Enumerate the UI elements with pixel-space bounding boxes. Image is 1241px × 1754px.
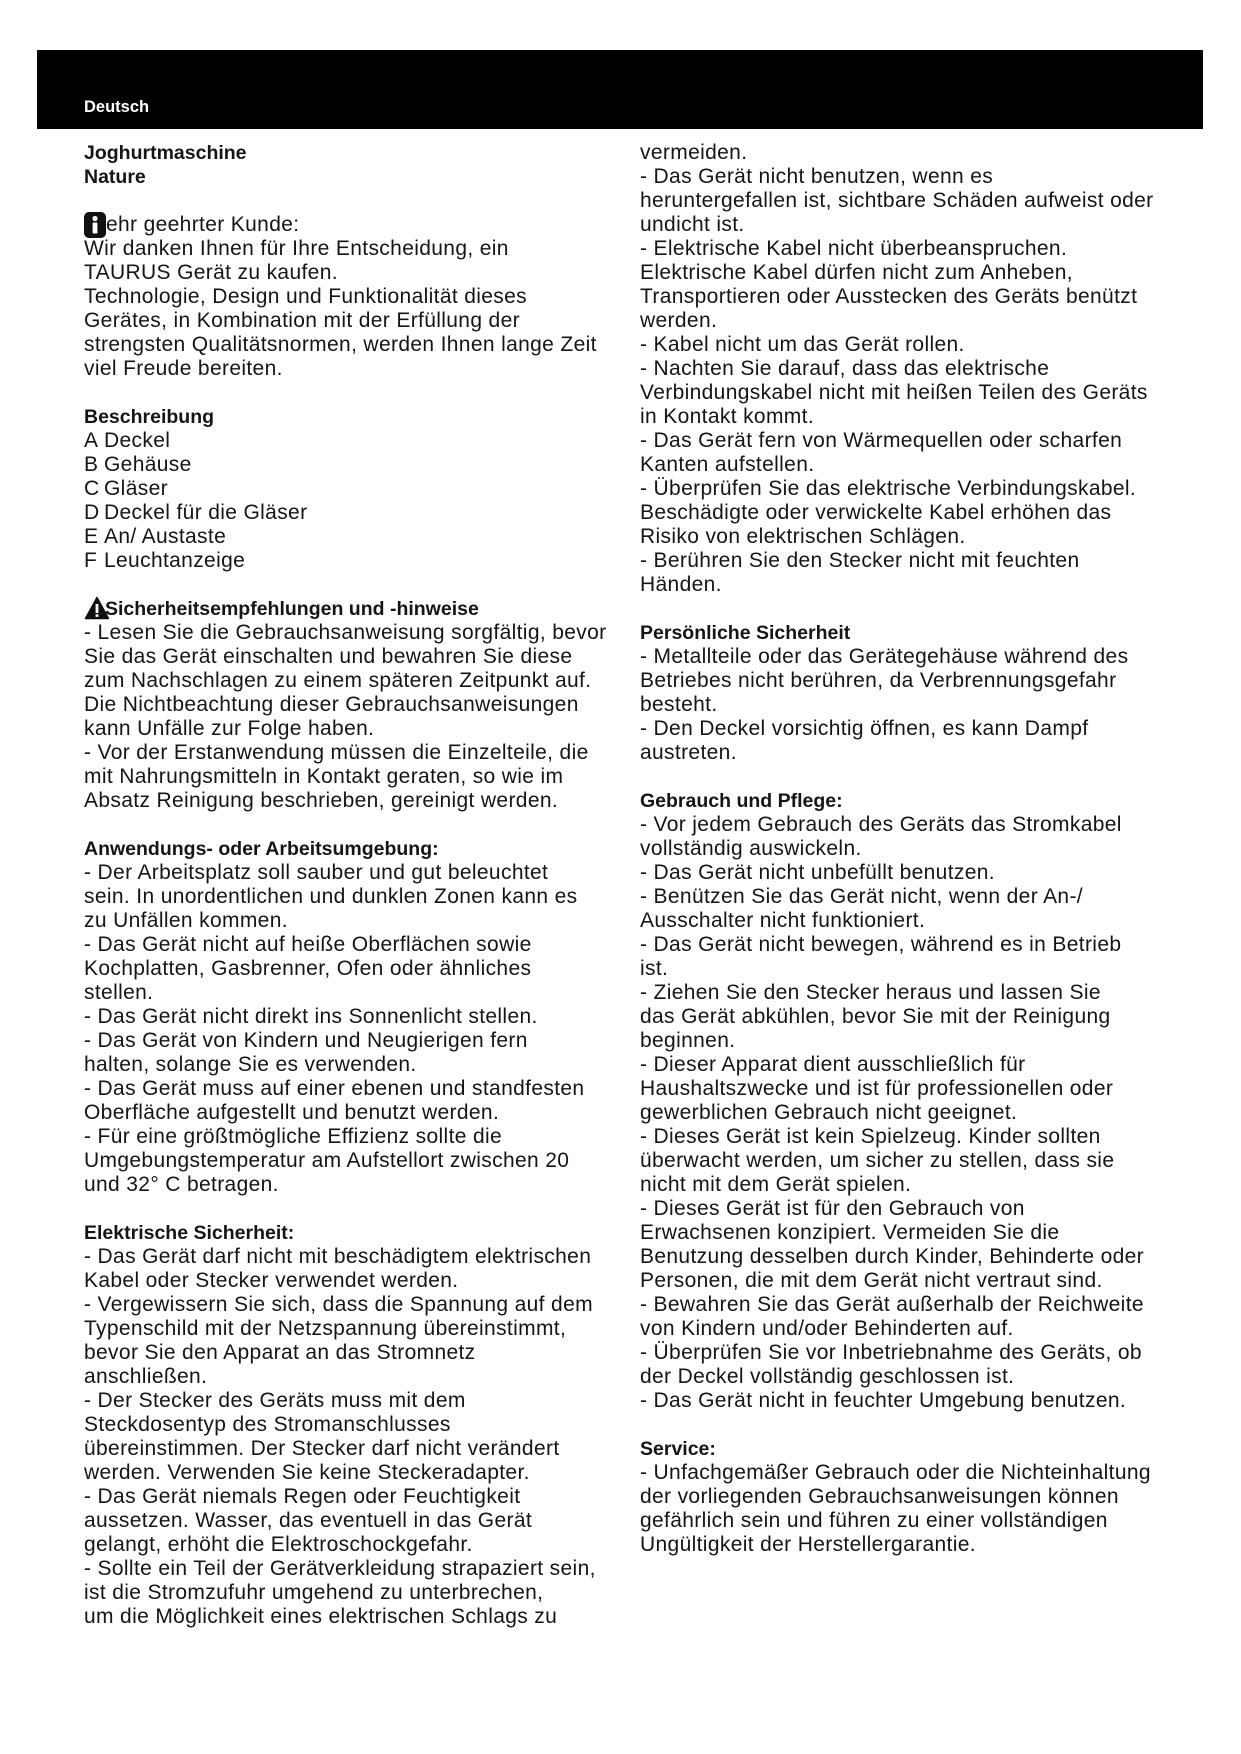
text-line: - Überprüfen Sie vor Inbetriebnahme des Geräts, ob xyxy=(640,1341,1142,1364)
text-line: - Bewahren Sie das Gerät außerhalb der Reichweite xyxy=(640,1293,1144,1316)
text-line: - Der Stecker des Geräts muss mit dem xyxy=(84,1389,466,1412)
text-line: Ausschalter nicht funktioniert. xyxy=(640,909,926,932)
description-item xyxy=(84,549,629,573)
text-line: - Das Gerät fern von Wärmequellen oder scharfen xyxy=(640,429,1123,452)
text-line: vermeiden. xyxy=(640,141,748,164)
text-line: - Ziehen Sie den Stecker heraus und lassen Sie xyxy=(640,981,1101,1004)
text-line: Oberfläche aufgestellt und benutzt werden. xyxy=(84,1101,500,1124)
text-line: nicht mit dem Gerät spielen. xyxy=(640,1173,912,1196)
item-label: Deckel für die Gläser xyxy=(104,501,308,524)
text-line: gefährlich sein und führen zu einer vollständigen xyxy=(640,1509,1108,1532)
item-label: Deckel xyxy=(104,429,171,452)
item-letter: F xyxy=(84,549,98,572)
text-line: Haushaltszwecke und ist für professionellen oder xyxy=(640,1077,1114,1100)
text-line: - Das Gerät nicht unbefüllt benutzen. xyxy=(640,861,995,884)
text-line: - Vor der Erstanwendung müssen die Einzelteile, die xyxy=(84,741,589,764)
use-care-lines xyxy=(640,813,1205,1413)
text-line: - Metallteile oder das Gerätegehäuse während des xyxy=(640,645,1129,668)
text-line: Personen, die mit dem Gerät nicht vertraut sind. xyxy=(640,1269,1103,1292)
product-title: Joghurtmaschine xyxy=(84,142,247,164)
personal-safety-section xyxy=(640,621,1205,765)
text-line: bevor Sie den Apparat an das Stromnetz xyxy=(84,1341,476,1364)
item-label: An/ Austaste xyxy=(104,525,227,548)
greeting-text: ehr geehrter Kunde: xyxy=(106,213,300,236)
text-line: ist. xyxy=(640,957,669,980)
text-line: Benutzung desselben durch Kinder, Behinderte oder xyxy=(640,1245,1144,1268)
text-line: der Deckel vollständig geschlossen ist. xyxy=(640,1365,1015,1388)
text-line: - Dieses Gerät ist für den Gebrauch von xyxy=(640,1197,1025,1220)
text-line: Kabel oder Stecker verwendet werden. xyxy=(84,1269,459,1292)
text-line: stellen. xyxy=(84,981,154,1004)
text-line: - Der Arbeitsplatz soll sauber und gut beleuchtet xyxy=(84,861,549,884)
text-line: Steckdosentyp des Stromanschlusses xyxy=(84,1413,451,1436)
text-line: aussetzen. Wasser, das eventuell in das Gerät xyxy=(84,1509,533,1532)
text-line: Die Nichtbeachtung dieser Gebrauchsanweisungen xyxy=(84,693,579,716)
greeting-line xyxy=(84,213,629,237)
text-line: austreten. xyxy=(640,741,737,764)
description-item xyxy=(84,525,629,549)
left-column xyxy=(84,141,629,1629)
safety-heading: Sicherheitsempfehlungen und -hinweise xyxy=(105,598,479,620)
item-letter: E xyxy=(84,525,99,548)
right-column xyxy=(640,141,1205,1557)
text-line: - Sollte ein Teil der Gerätverkleidung strapaziert sein, xyxy=(84,1557,596,1580)
personal-safety-lines xyxy=(640,645,1205,765)
text-line: Kochplatten, Gasbrenner, Ofen oder ähnliches xyxy=(84,957,532,980)
text-line: - Dieses Gerät ist kein Spielzeug. Kinder sollten xyxy=(640,1125,1101,1148)
text-line: - Das Gerät darf nicht mit beschädigtem elektrischen xyxy=(84,1245,592,1268)
intro-lines xyxy=(84,237,629,381)
text-line: viel Freude bereiten. xyxy=(84,357,283,380)
text-line: Absatz Reinigung beschrieben, gereinigt werden. xyxy=(84,789,559,812)
text-line: vollständig auswickeln. xyxy=(640,837,862,860)
product-model: Nature xyxy=(84,166,146,188)
text-line: kann Unfälle zur Folge haben. xyxy=(84,717,375,740)
text-line: ist die Stromzufuhr umgehend zu unterbrechen, xyxy=(84,1581,544,1604)
text-line: - Das Gerät niemals Regen oder Feuchtigkeit xyxy=(84,1485,521,1508)
text-line: Betriebes nicht berühren, da Verbrennungsgefahr xyxy=(640,669,1117,692)
text-line: Ungültigkeit der Herstellergarantie. xyxy=(640,1533,976,1556)
text-line: werden. Verwenden Sie keine Steckeradapter. xyxy=(84,1461,530,1484)
item-letter: D xyxy=(84,501,100,524)
use-care-heading: Gebrauch und Pflege: xyxy=(640,790,843,812)
text-line: Erwachsenen konzipiert. Vermeiden Sie die xyxy=(640,1221,1060,1244)
title-section xyxy=(84,141,629,189)
intro-section xyxy=(84,213,629,381)
description-item xyxy=(84,453,629,477)
electrical-section xyxy=(84,1221,629,1629)
text-line: - Das Gerät nicht auf heiße Oberflächen sowie xyxy=(84,933,532,956)
text-line: - Vor jedem Gebrauch des Geräts das Stromkabel xyxy=(640,813,1122,836)
text-line: strengsten Qualitätsnormen, werden Ihnen lange Zeit xyxy=(84,333,597,356)
info-icon xyxy=(84,212,106,238)
text-line: - Den Deckel vorsichtig öffnen, es kann Dampf xyxy=(640,717,1089,740)
text-line: - Unfachgemäßer Gebrauch oder die Nichteinhaltung xyxy=(640,1461,1151,1484)
electrical-heading: Elektrische Sicherheit: xyxy=(84,1222,295,1244)
text-line: gelangt, erhöht die Elektroschockgefahr. xyxy=(84,1533,473,1556)
text-line: - Das Gerät nicht benutzen, wenn es xyxy=(640,165,994,188)
language-label: Deutsch xyxy=(84,98,150,116)
item-label: Gehäuse xyxy=(104,453,192,476)
environment-section xyxy=(84,837,629,1197)
text-line: um die Möglichkeit eines elektrischen Schlags zu xyxy=(84,1605,558,1628)
text-line: Kanten aufstellen. xyxy=(640,453,815,476)
continued-lines xyxy=(640,141,1205,597)
text-line: - Das Gerät nicht direkt ins Sonnenlicht stellen. xyxy=(84,1005,538,1028)
text-line: das Gerät abkühlen, bevor Sie mit der Reinigung xyxy=(640,1005,1111,1028)
text-line: von Kindern und/oder Behinderten auf. xyxy=(640,1317,1014,1340)
text-line: Typenschild mit der Netzspannung übereinstimmt, xyxy=(84,1317,567,1340)
text-line: - Vergewissern Sie sich, dass die Spannung auf dem xyxy=(84,1293,593,1316)
header-bar xyxy=(37,50,1203,129)
text-line: Risiko von elektrischen Schlägen. xyxy=(640,525,966,548)
text-line: übereinstimmen. Der Stecker darf nicht verändert xyxy=(84,1437,560,1460)
text-line: - Das Gerät nicht in feuchter Umgebung benutzen. xyxy=(640,1389,1127,1412)
continued-section xyxy=(640,141,1205,597)
text-line: - Lesen Sie die Gebrauchsanweisung sorgfältig, bevor xyxy=(84,621,607,644)
text-line: Beschädigte oder verwickelte Kabel erhöhen das xyxy=(640,501,1112,524)
text-line: - Das Gerät von Kindern und Neugierigen fern xyxy=(84,1029,528,1052)
item-label: Gläser xyxy=(104,477,168,500)
text-line: Transportieren oder Ausstecken des Geräts benützt xyxy=(640,285,1138,308)
text-line: heruntergefallen ist, sichtbare Schäden aufweist oder xyxy=(640,189,1154,212)
text-line: der vorliegenden Gebrauchsanweisungen können xyxy=(640,1485,1119,1508)
item-letter: A xyxy=(84,429,99,452)
text-line: halten, solange Sie es verwenden. xyxy=(84,1053,417,1076)
text-line: besteht. xyxy=(640,693,718,716)
text-line: Technologie, Design und Funktionalität dieses xyxy=(84,285,528,308)
text-line: - Für eine größtmögliche Effizienz sollte die xyxy=(84,1125,503,1148)
text-line: Händen. xyxy=(640,573,722,596)
warning-icon xyxy=(84,596,110,620)
personal-safety-heading: Persönliche Sicherheit xyxy=(640,622,851,644)
text-line: - Berühren Sie den Stecker nicht mit feuchten xyxy=(640,549,1080,572)
text-line: Verbindungskabel nicht mit heißen Teilen des Geräts xyxy=(640,381,1148,404)
item-letter: B xyxy=(84,453,99,476)
text-line: - Kabel nicht um das Gerät rollen. xyxy=(640,333,965,356)
text-line: - Das Gerät nicht bewegen, während es in Betrieb xyxy=(640,933,1122,956)
item-label: Leuchtanzeige xyxy=(104,549,246,572)
description-item xyxy=(84,477,629,501)
safety-heading-row xyxy=(84,597,629,621)
text-line: TAURUS Gerät zu kaufen. xyxy=(84,261,338,284)
service-heading: Service: xyxy=(640,1438,716,1460)
text-line: - Benützen Sie das Gerät nicht, wenn der An-/ xyxy=(640,885,1083,908)
text-line: Elektrische Kabel dürfen nicht zum Anheben, xyxy=(640,261,1073,284)
text-line: undicht ist. xyxy=(640,213,745,236)
description-item xyxy=(84,501,629,525)
text-line: überwacht werden, um sicher zu stellen, dass sie xyxy=(640,1149,1115,1172)
text-line: - Nachten Sie darauf, dass das elektrische xyxy=(640,357,1050,380)
electrical-lines xyxy=(84,1245,629,1629)
description-heading: Beschreibung xyxy=(84,406,215,428)
text-line: Gerätes, in Kombination mit der Erfüllung der xyxy=(84,309,520,332)
text-line: werden. xyxy=(640,309,718,332)
description-section xyxy=(84,405,629,573)
text-line: und 32° C betragen. xyxy=(84,1173,279,1196)
text-line: - Das Gerät muss auf einer ebenen und standfesten xyxy=(84,1077,585,1100)
text-line: in Kontakt kommt. xyxy=(640,405,815,428)
description-item xyxy=(84,429,629,453)
text-line: Umgebungstemperatur am Aufstellort zwischen 20 xyxy=(84,1149,570,1172)
safety-section xyxy=(84,597,629,813)
environment-heading: Anwendungs- oder Arbeitsumgebung: xyxy=(84,838,439,860)
text-line: mit Nahrungsmitteln in Kontakt geraten, so wie im xyxy=(84,765,564,788)
text-line: gewerblichen Gebrauch nicht geeignet. xyxy=(640,1101,1018,1124)
text-line: anschließen. xyxy=(84,1365,208,1388)
text-line: - Elektrische Kabel nicht überbeanspruchen. xyxy=(640,237,1068,260)
text-line: zu Unfällen kommen. xyxy=(84,909,288,932)
environment-lines xyxy=(84,861,629,1197)
use-care-section xyxy=(640,789,1205,1413)
service-lines xyxy=(640,1461,1205,1557)
text-line: - Dieser Apparat dient ausschließlich für xyxy=(640,1053,1026,1076)
text-line: Wir danken Ihnen für Ihre Entscheidung, ein xyxy=(84,237,509,260)
text-line: - Überprüfen Sie das elektrische Verbindungskabel. xyxy=(640,477,1137,500)
text-line: Sie das Gerät einschalten und bewahren Sie diese xyxy=(84,645,573,668)
text-line: sein. In unordentlichen und dunklen Zonen kann es xyxy=(84,885,578,908)
text-line: zum Nachschlagen zu einem späteren Zeitpunkt auf. xyxy=(84,669,592,692)
text-line: beginnen. xyxy=(640,1029,736,1052)
service-section xyxy=(640,1437,1205,1557)
item-letter: C xyxy=(84,477,100,500)
safety-lines xyxy=(84,621,629,813)
